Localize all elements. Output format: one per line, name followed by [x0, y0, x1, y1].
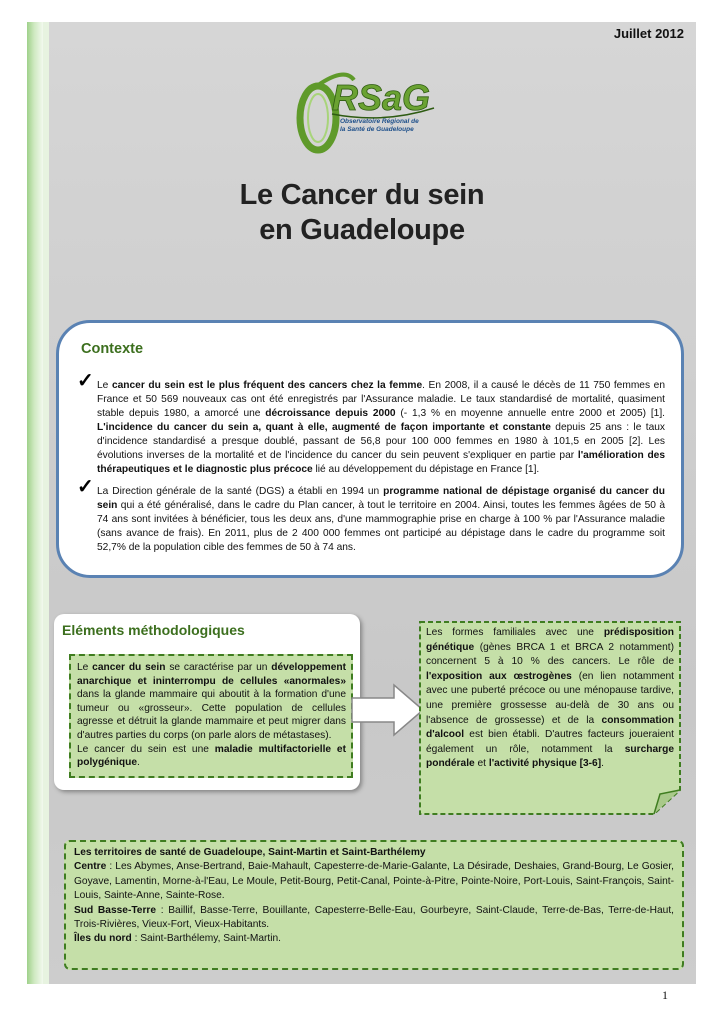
- bold-text: programme national de dépistage organisé du cancer du sein: [97, 486, 665, 511]
- text: .: [137, 757, 140, 769]
- text: depuis 25 ans : le taux d'incidence standardisé a presque doublé, passant de 56,8 pour 100 000 femmes en 1980 à 101,5 en 2005 [2]. Les évolutions inverses de la mortalité et de l'incidence du cancer du sein peuvent s'expliquer en partie par: [97, 422, 666, 461]
- sud-label: Sud Basse-Terre: [74, 904, 157, 916]
- text: Le cancer du sein est une: [77, 743, 215, 755]
- left-green-strip: [27, 22, 43, 984]
- nord-label: Îles du nord: [74, 933, 132, 945]
- centre-label: Centre: [74, 861, 107, 873]
- title-line1: Le Cancer du sein: [239, 179, 485, 211]
- text: Le: [77, 662, 93, 673]
- bold-text: maladie multifactorielle et polygénique: [77, 743, 346, 769]
- text: (- 1,3 % en moyenne annuelle entre 2000 et 2005) [1].: [395, 408, 665, 419]
- bold-text: développement anarchique et ininterrompu de cellules «anormales»: [77, 662, 346, 687]
- text: qui a été généralisé, dans le cadre du Plan cancer, à tout le territoire en 2004. Ainsi, toutes les femmes âgées de 50 à 74 ans sont invitées à bénéficier, tous les deux ans, d'une mammographie prise en charge à 100 % par l'Assurance maladie (sans avance de frais). En 2011, plus de 2 400 000 femmes ont participé au dépistage dans le cadre du programme soit 52,7% de la population cible des femmes de 50 à 74 ans.: [97, 500, 665, 553]
- title-line2: en Guadeloupe: [259, 214, 465, 246]
- svg-text:RSaG: RSaG: [332, 77, 431, 118]
- logo-subtitle: [340, 118, 419, 134]
- text: se caractérise par un: [165, 662, 272, 673]
- text: (en lien notamment avec une puberté précoce ou une ménopause tardive, une première grossesse au-delà de 30 ans ou l'absence de grossesse) et de la: [426, 670, 674, 726]
- contexte-heading: Contexte: [81, 341, 144, 357]
- logo-subtitle-line1: Observatoire Régional de: [340, 118, 419, 125]
- checkmark-icon: ✓: [77, 476, 94, 498]
- bold-text: L'incidence du cancer du sein a, quant à elle, augmenté de façon importante et constante: [97, 422, 551, 433]
- contexte-paragraph-2: [77, 476, 665, 555]
- text: Les formes familiales avec une: [426, 627, 604, 638]
- bold-text: décroissance depuis 2000: [265, 408, 396, 419]
- publication-date: Juillet 2012: [613, 26, 684, 41]
- bold-text: l'amélioration des thérapeutiques et le diagnostic plus précoce: [97, 450, 665, 475]
- checkmark-icon: ✓: [77, 370, 94, 392]
- centre-list: : Les Abymes, Anse-Bertrand, Baie-Mahault, Capesterre-de-Marie-Galante, La Désirade, Deshaies, Grand-Bourg, Le Gosier, Goyave, Lamentin, Morne-à-l'Eau, Le Moule, Petit-Bourg, Petit-Canal, Pointe-à-Pitre, Pointe-Noire, Port-Louis, Saint-François, Saint-Louis, Sainte-Anne, Sainte-Rose.: [74, 861, 674, 902]
- text: Le: [97, 380, 112, 391]
- contexte-paragraph-1: [77, 370, 666, 477]
- text: . En 2008, il a causé le décès de 11 750 femmes en France et 50 569 nouveaux cas ont été enregistrés par l'Assurance maladie. Le taux standardisé de mortalité, quasiment stable depuis 1980, a amorcé une: [97, 380, 665, 419]
- bold-text: prédisposition génétique: [426, 627, 674, 653]
- orsag-logo: [284, 66, 444, 162]
- page-number: 1: [662, 988, 668, 1002]
- methodo-definition-box: [69, 654, 353, 778]
- contexte-panel: [56, 320, 684, 578]
- territoires-box: [64, 840, 684, 970]
- text: lié au développement du dépistage en France [1].: [312, 464, 540, 475]
- document-title: [0, 178, 724, 248]
- text: et: [474, 758, 489, 770]
- territoires-heading: Les territoires de santé de Guadeloupe, Saint-Martin et Saint-Barthélemy: [74, 847, 426, 858]
- text: (gènes BRCA 1 et BRCA 2 notamment) concernent 5 à 10 % des cancers. Le rôle de: [426, 641, 674, 668]
- bold-text: surcharge pondérale: [426, 743, 674, 770]
- text: est bien établi. D'autres facteurs joueraient également un rôle, notamment la: [426, 729, 674, 755]
- methodo-heading: Eléments méthodologiques: [62, 622, 245, 638]
- nord-list: : Saint-Barthélemy, Saint-Martin.: [131, 933, 282, 945]
- bold-text: l'exposition aux œstrogènes: [426, 670, 572, 682]
- sud-list: : Baillif, Basse-Terre, Bouillante, Capesterre-Belle-Eau, Gourbeyre, Saint-Claude, Terre-de-Bas, Terre-de-Haut, Trois-Rivières, Vieux-Fort, Vieux-Habitants.: [74, 904, 674, 931]
- left-green-strip-highlight: [43, 22, 49, 984]
- bold-text: cancer du sein est le plus fréquent des cancers chez la femme: [111, 380, 423, 391]
- bold-text: l'activité physique [3-6]: [488, 758, 602, 770]
- logo-subtitle-line2: la Santé de Guadeloupe: [340, 126, 414, 133]
- text: La Direction générale de la santé (DGS) a établi en 1994 un: [97, 486, 384, 497]
- text: .: [601, 758, 604, 770]
- facteurs-de-risque-text: [426, 626, 674, 772]
- bold-text: cancer du sein: [92, 662, 166, 673]
- right-arrow-icon: [350, 682, 426, 738]
- text: dans la glande mammaire qui aboutit à la formation d'une tumeur ou «grosseur». Cette population de cellules agresse et détruit la glande mammaire et peut migrer dans d'autres parties du corps (on parle alors de métastases).: [77, 689, 346, 741]
- bold-text: consommation d'alcool: [426, 714, 674, 741]
